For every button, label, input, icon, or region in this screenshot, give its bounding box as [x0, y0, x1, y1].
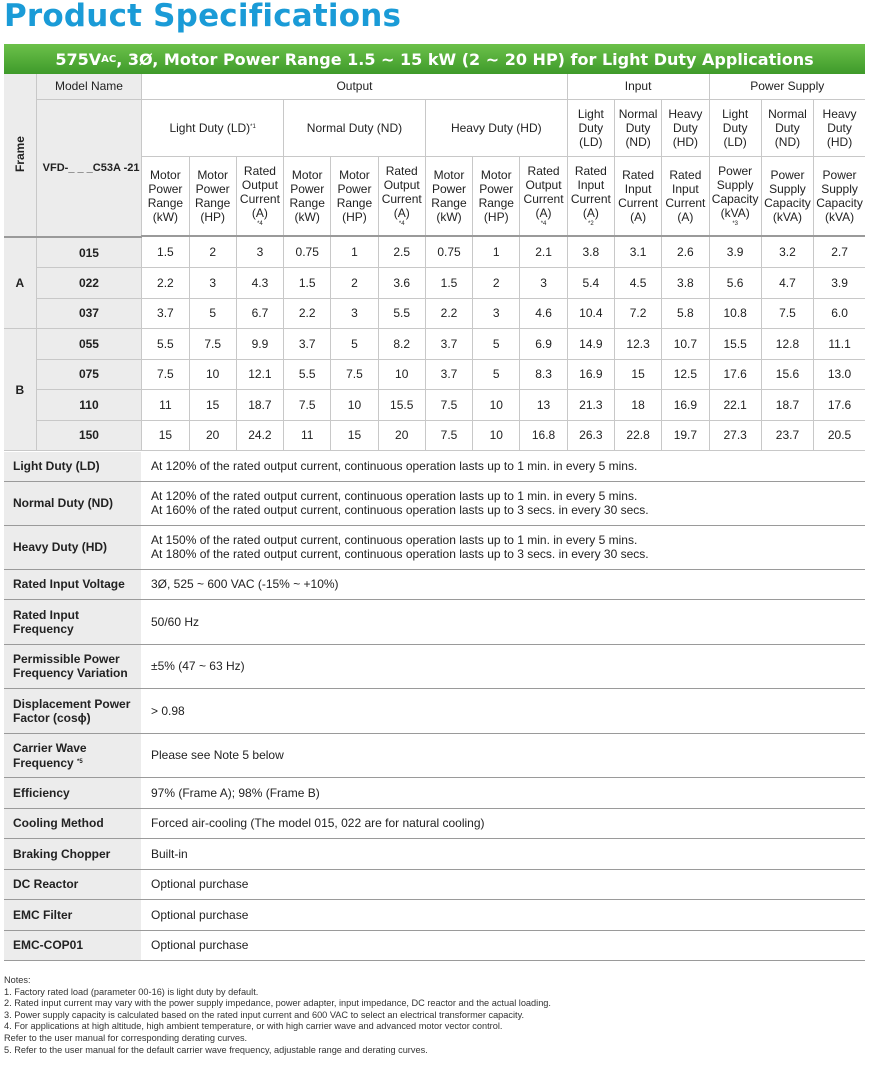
input-nd-header: Normal Duty (ND) [614, 99, 661, 156]
table-cell: 22.1 [709, 390, 761, 421]
table-cell: 1.5 [425, 268, 472, 299]
ld-kw-header: Motor Power Range (kW) [142, 156, 189, 236]
table-cell: 2.6 [662, 237, 709, 268]
table-cell: 11 [142, 390, 189, 421]
table-cell: 0.75 [284, 237, 331, 268]
spec-value: 50/60 Hz [141, 599, 865, 644]
hd-hp-header: Motor Power Range (HP) [473, 156, 520, 236]
spec-value: 3Ø, 525 ~ 600 VAC (-15% ~ +10%) [141, 569, 865, 599]
model-number: 015 [36, 237, 142, 268]
spec-row-light-duty [4, 452, 865, 481]
table-cell: 5.5 [378, 298, 425, 329]
table-cell: 8.3 [520, 359, 567, 390]
banner-voltage-sub: AC [101, 53, 117, 65]
table-cell: 8.2 [378, 329, 425, 360]
table-cell: 2 [473, 268, 520, 299]
spec-row-dc-reactor [4, 869, 865, 899]
table-cell: 3 [331, 298, 378, 329]
header-row-1 [4, 74, 865, 99]
table-cell: 7.2 [614, 298, 661, 329]
nd-current-header: Rated Output Current (A) *4 [378, 156, 425, 236]
specification-table [4, 452, 865, 961]
table-cell: 18 [614, 390, 661, 421]
table-cell: 13.0 [814, 359, 865, 390]
table-cell: 15 [189, 390, 236, 421]
table-cell: 15.5 [378, 390, 425, 421]
table-cell: 4.5 [614, 268, 661, 299]
table-row [4, 390, 865, 421]
ps-ld-header: Light Duty (LD) [709, 99, 761, 156]
spec-banner [4, 44, 865, 74]
frame-header: Frame [4, 74, 36, 237]
table-cell: 3.7 [284, 329, 331, 360]
table-cell: 3.8 [662, 268, 709, 299]
table-row [4, 237, 865, 268]
ld-group-header: Light Duty (LD)$^{*1}$ [142, 99, 284, 156]
table-cell: 3 [520, 268, 567, 299]
model-code: VFD-_ _ _C53A -21 [36, 99, 142, 237]
table-cell: 2.5 [378, 237, 425, 268]
rating-table [4, 74, 865, 451]
spec-label: EMC-COP01 [4, 930, 141, 960]
table-cell: 5.6 [709, 268, 761, 299]
table-cell: 14.9 [567, 329, 614, 360]
table-cell: 10.4 [567, 298, 614, 329]
table-cell: 20.5 [814, 420, 865, 451]
hd-group-header: Heavy Duty (HD) [425, 99, 567, 156]
table-row [4, 298, 865, 329]
ps-nd-capacity-header: Power Supply Capacity (kVA) [761, 156, 813, 236]
spec-row-cooling [4, 808, 865, 838]
table-cell: 1 [473, 237, 520, 268]
table-cell: 3.9 [814, 268, 865, 299]
hd-kw-header: Motor Power Range (kW) [425, 156, 472, 236]
header-row-2 [4, 99, 865, 156]
table-cell: 4.6 [520, 298, 567, 329]
table-cell: 2.2 [425, 298, 472, 329]
nd-kw-header: Motor Power Range (kW) [284, 156, 331, 236]
spec-label: Braking Chopper [4, 838, 141, 869]
table-cell: 1.5 [284, 268, 331, 299]
table-cell: 5 [473, 359, 520, 390]
frame-b: B [4, 329, 36, 451]
table-cell: 5.5 [284, 359, 331, 390]
table-cell: 7.5 [189, 329, 236, 360]
table-row [4, 359, 865, 390]
spec-row-emc-cop01 [4, 930, 865, 960]
table-cell: 4.3 [236, 268, 283, 299]
table-cell: 13 [520, 390, 567, 421]
table-cell: 7.5 [284, 390, 331, 421]
table-cell: 1 [331, 237, 378, 268]
table-cell: 15.5 [709, 329, 761, 360]
model-number: 075 [36, 359, 142, 390]
input-header: Input [567, 74, 709, 99]
table-cell: 10 [378, 359, 425, 390]
hd-current-header: Rated Output Current (A) *4 [520, 156, 567, 236]
table-cell: 26.3 [567, 420, 614, 451]
note-line: 4. For applications at high altitude, high ambient temperature, or with high carrier wave and advanced motor vector control. [4, 1021, 503, 1032]
spec-value: > 0.98 [141, 688, 865, 733]
spec-row-efficiency [4, 777, 865, 808]
table-cell: 4.7 [761, 268, 813, 299]
table-cell: 11.1 [814, 329, 865, 360]
table-cell: 5 [473, 329, 520, 360]
note-line: Notes: [4, 975, 31, 985]
spec-row-frequency-variation [4, 644, 865, 688]
spec-value: Optional purchase [141, 869, 865, 899]
model-number: 022 [36, 268, 142, 299]
input-hd-header: Heavy Duty (HD) [662, 99, 709, 156]
table-cell: 2.2 [142, 268, 189, 299]
table-cell: 3 [189, 268, 236, 299]
ld-current-header: Rated Output Current (A) *4 [236, 156, 283, 236]
table-cell: 3.7 [425, 329, 472, 360]
table-cell: 5.4 [567, 268, 614, 299]
model-number: 055 [36, 329, 142, 360]
note-line: 3. Power supply capacity is calculated based on the rated input current and 600 VAC to select an electrical transformer capacity. [4, 1009, 525, 1020]
spec-label: Light Duty (LD) [4, 452, 141, 481]
spec-label: Displacement Power Factor (cosϕ) [4, 688, 141, 733]
nd-hp-header: Motor Power Range (HP) [331, 156, 378, 236]
spec-value: ±5% (47 ~ 63 Hz) [141, 644, 865, 688]
table-cell: 10 [331, 390, 378, 421]
spec-value: At 150% of the rated output current, continuous operation lasts up to 1 min. in every 5 mins. At 180% of the rated output current, continuous operation lasts up to 3 secs. in every 30 secs. [141, 525, 865, 569]
table-cell: 0.75 [425, 237, 472, 268]
table-cell: 6.0 [814, 298, 865, 329]
spec-label: Efficiency [4, 777, 141, 808]
model-number: 110 [36, 390, 142, 421]
table-cell: 10 [473, 420, 520, 451]
table-cell: 10 [189, 359, 236, 390]
table-cell: 15 [142, 420, 189, 451]
table-cell: 22.8 [614, 420, 661, 451]
table-cell: 12.8 [761, 329, 813, 360]
table-cell: 27.3 [709, 420, 761, 451]
table-cell: 16.9 [662, 390, 709, 421]
spec-value: At 120% of the rated output current, continuous operation lasts up to 1 min. in every 5 mins. At 160% of the rated output current, continuous operation lasts up to 3 secs. in every 30 secs. [141, 481, 865, 525]
input-nd-current-header: Rated Input Current (A) [614, 156, 661, 236]
model-name-header: Model Name [36, 74, 142, 99]
model-number: 037 [36, 298, 142, 329]
table-cell: 3.9 [709, 237, 761, 268]
spec-label: Rated Input Voltage [4, 569, 141, 599]
table-cell: 20 [189, 420, 236, 451]
table-cell: 3.7 [142, 298, 189, 329]
table-cell: 3 [473, 298, 520, 329]
table-cell: 3.7 [425, 359, 472, 390]
ps-hd-header: Heavy Duty (HD) [814, 99, 865, 156]
spec-row-input-voltage [4, 569, 865, 599]
table-cell: 15.6 [761, 359, 813, 390]
nd-group-header: Normal Duty (ND) [284, 99, 426, 156]
banner-voltage: 575V [55, 49, 102, 69]
table-cell: 12.5 [662, 359, 709, 390]
spec-value: Built-in [141, 838, 865, 869]
table-cell: 23.7 [761, 420, 813, 451]
spec-label: Rated Input Frequency [4, 599, 141, 644]
table-cell: 5 [331, 329, 378, 360]
table-cell: 7.5 [761, 298, 813, 329]
spec-value: At 120% of the rated output current, continuous operation lasts up to 1 min. in every 5 mins. [141, 452, 865, 481]
input-ld-current-header: Rated Input Current (A) *2 [567, 156, 614, 236]
table-cell: 12.3 [614, 329, 661, 360]
spec-value: Optional purchase [141, 930, 865, 960]
note-line: 2. Rated input current may vary with the power supply impedance, power adapter, input impedance, DC reactor and the actual loading. [4, 998, 551, 1009]
table-cell: 10 [473, 390, 520, 421]
table-cell: 3.6 [378, 268, 425, 299]
table-cell: 5.8 [662, 298, 709, 329]
table-cell: 3.8 [567, 237, 614, 268]
table-cell: 16.9 [567, 359, 614, 390]
spec-label: Carrier Wave Frequency $^{*5}$ [4, 733, 141, 777]
spec-label: Heavy Duty (HD) [4, 525, 141, 569]
table-cell: 11 [284, 420, 331, 451]
table-cell: 6.9 [520, 329, 567, 360]
table-cell: 7.5 [425, 390, 472, 421]
spec-value: 97% (Frame A); 98% (Frame B) [141, 777, 865, 808]
spec-row-power-factor [4, 688, 865, 733]
output-header: Output [142, 74, 567, 99]
note-line: 5. Refer to the user manual for the default carrier wave frequency, adjustable range and derating curves. [4, 1044, 428, 1055]
table-cell: 10.8 [709, 298, 761, 329]
spec-row-input-frequency [4, 599, 865, 644]
table-cell: 24.2 [236, 420, 283, 451]
spec-label: DC Reactor [4, 869, 141, 899]
table-cell: 7.5 [331, 359, 378, 390]
input-hd-current-header: Rated Input Current (A) [662, 156, 709, 236]
table-cell: 3.2 [761, 237, 813, 268]
table-cell: 2.2 [284, 298, 331, 329]
ps-ld-capacity-header: Power Supply Capacity (kVA) *3 [709, 156, 761, 236]
table-cell: 2.7 [814, 237, 865, 268]
table-cell: 1.5 [142, 237, 189, 268]
table-cell: 21.3 [567, 390, 614, 421]
ps-nd-header: Normal Duty (ND) [761, 99, 813, 156]
table-cell: 6.7 [236, 298, 283, 329]
table-cell: 3 [236, 237, 283, 268]
page-title: Product Specifications [4, 0, 402, 34]
table-cell: 10.7 [662, 329, 709, 360]
spec-value: Please see Note 5 below [141, 733, 865, 777]
spec-row-heavy-duty [4, 525, 865, 569]
spec-value: Forced air-cooling (The model 015, 022 are for natural cooling) [141, 808, 865, 838]
table-cell: 7.5 [425, 420, 472, 451]
table-cell: 17.6 [814, 390, 865, 421]
table-cell: 16.8 [520, 420, 567, 451]
spec-row-emc-filter [4, 899, 865, 930]
table-cell: 5.5 [142, 329, 189, 360]
table-row [4, 268, 865, 299]
spec-label: Normal Duty (ND) [4, 481, 141, 525]
table-cell: 2 [189, 237, 236, 268]
table-row [4, 329, 865, 360]
table-cell: 20 [378, 420, 425, 451]
table-cell: 7.5 [142, 359, 189, 390]
spec-label: EMC Filter [4, 899, 141, 930]
table-cell: 18.7 [236, 390, 283, 421]
banner-text: , 3Ø, Motor Power Range 1.5 ~ 15 kW (2 ~ 20 HP) for Light Duty Applications [116, 49, 814, 69]
frame-a: A [4, 237, 36, 329]
notes-section [4, 975, 864, 1056]
spec-row-normal-duty [4, 481, 865, 525]
table-cell: 9.9 [236, 329, 283, 360]
table-row [4, 420, 865, 451]
spec-label: Permissible Power Frequency Variation [4, 644, 141, 688]
table-cell: 2.1 [520, 237, 567, 268]
ld-hp-header: Motor Power Range (HP) [189, 156, 236, 236]
table-cell: 15 [614, 359, 661, 390]
table-cell: 2 [331, 268, 378, 299]
spec-label: Cooling Method [4, 808, 141, 838]
power-supply-header: Power Supply [709, 74, 865, 99]
table-cell: 15 [331, 420, 378, 451]
spec-value: Optional purchase [141, 899, 865, 930]
table-cell: 12.1 [236, 359, 283, 390]
note-line: Refer to the user manual for corresponding derating curves. [4, 1032, 248, 1043]
model-number: 150 [36, 420, 142, 451]
note-line: 1. Factory rated load (parameter 00-16) is light duty by default. [4, 986, 259, 997]
table-cell: 18.7 [761, 390, 813, 421]
spec-row-braking-chopper [4, 838, 865, 869]
table-cell: 3.1 [614, 237, 661, 268]
table-cell: 5 [189, 298, 236, 329]
input-ld-header: Light Duty (LD) [567, 99, 614, 156]
spec-row-carrier-wave [4, 733, 865, 777]
ps-hd-capacity-header: Power Supply Capacity (kVA) [814, 156, 865, 236]
table-cell: 19.7 [662, 420, 709, 451]
table-cell: 17.6 [709, 359, 761, 390]
